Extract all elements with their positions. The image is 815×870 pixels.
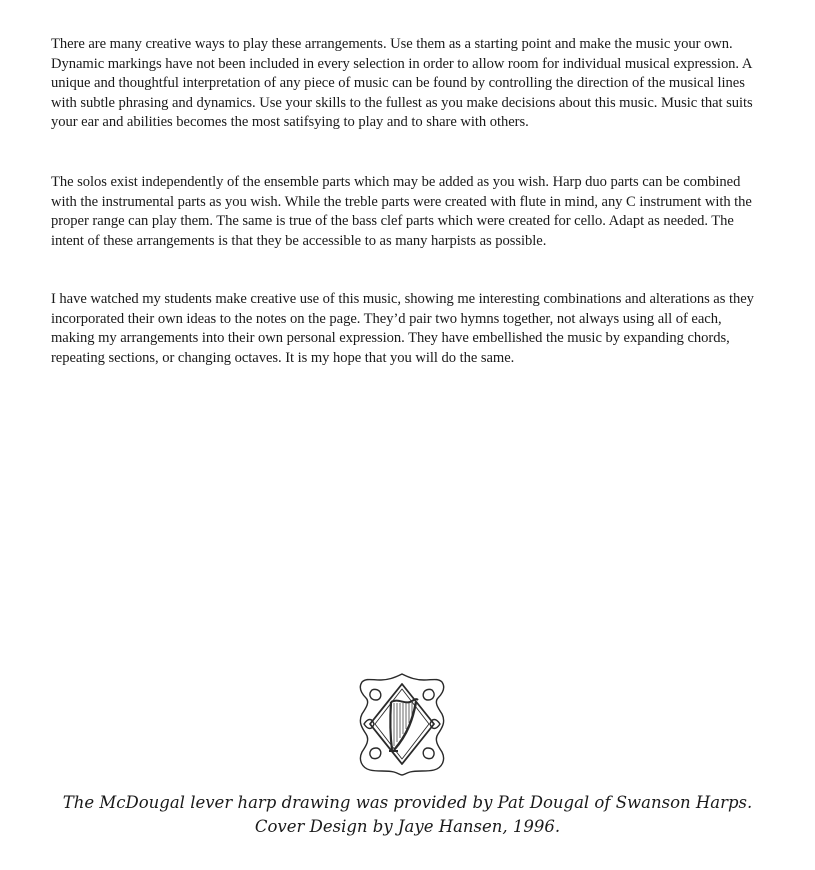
ensemble-paragraph: The solos exist independently of the ensemble parts which may be added as you wish. Harp duo parts can be combined with the instrumental parts as you wish. While the treble parts were created with flute in mind, any C instrument with the proper range can play them. The same is true of the bass clef parts which were created for cello. Adapt as needed. The intent of these arrangements is that they be accessible to as many harpists as possible.: [51, 174, 752, 249]
cover-design-credit: Cover Design by Jaye Hansen, 1996.: [254, 817, 561, 836]
harp-emblem-icon: [358, 672, 446, 776]
intro-paragraph: There are many creative ways to play these arrangements. Use them as a starting point and make the music your own. Dynamic markings have not been included in every selection in order to allow room for individual musical expression. A unique and thoughtful interpretation of any piece of music can be found by controlling the direction of the musical lines with subtle phrasing and dynamics. Use your skills to the fullest as you make decisions about this music. Music that suits your ear and abilities becomes the most satifsying to play and to share with others.: [51, 36, 753, 131]
students-paragraph: I have watched my students make creative use of this music, showing me interesting combinations and alterations as they incorporated their own ideas to the notes on the page. They’d pair two hymns together, not always using all of each, making my arrangements into their own personal expression. They have embellished the music by expanding chords, repeating sections, or changing octaves. It is my hope that you will do the same.: [51, 291, 754, 366]
harp-drawing-credit: The McDougal lever harp drawing was provided by Pat Dougal of Swanson Harps.: [62, 793, 753, 812]
